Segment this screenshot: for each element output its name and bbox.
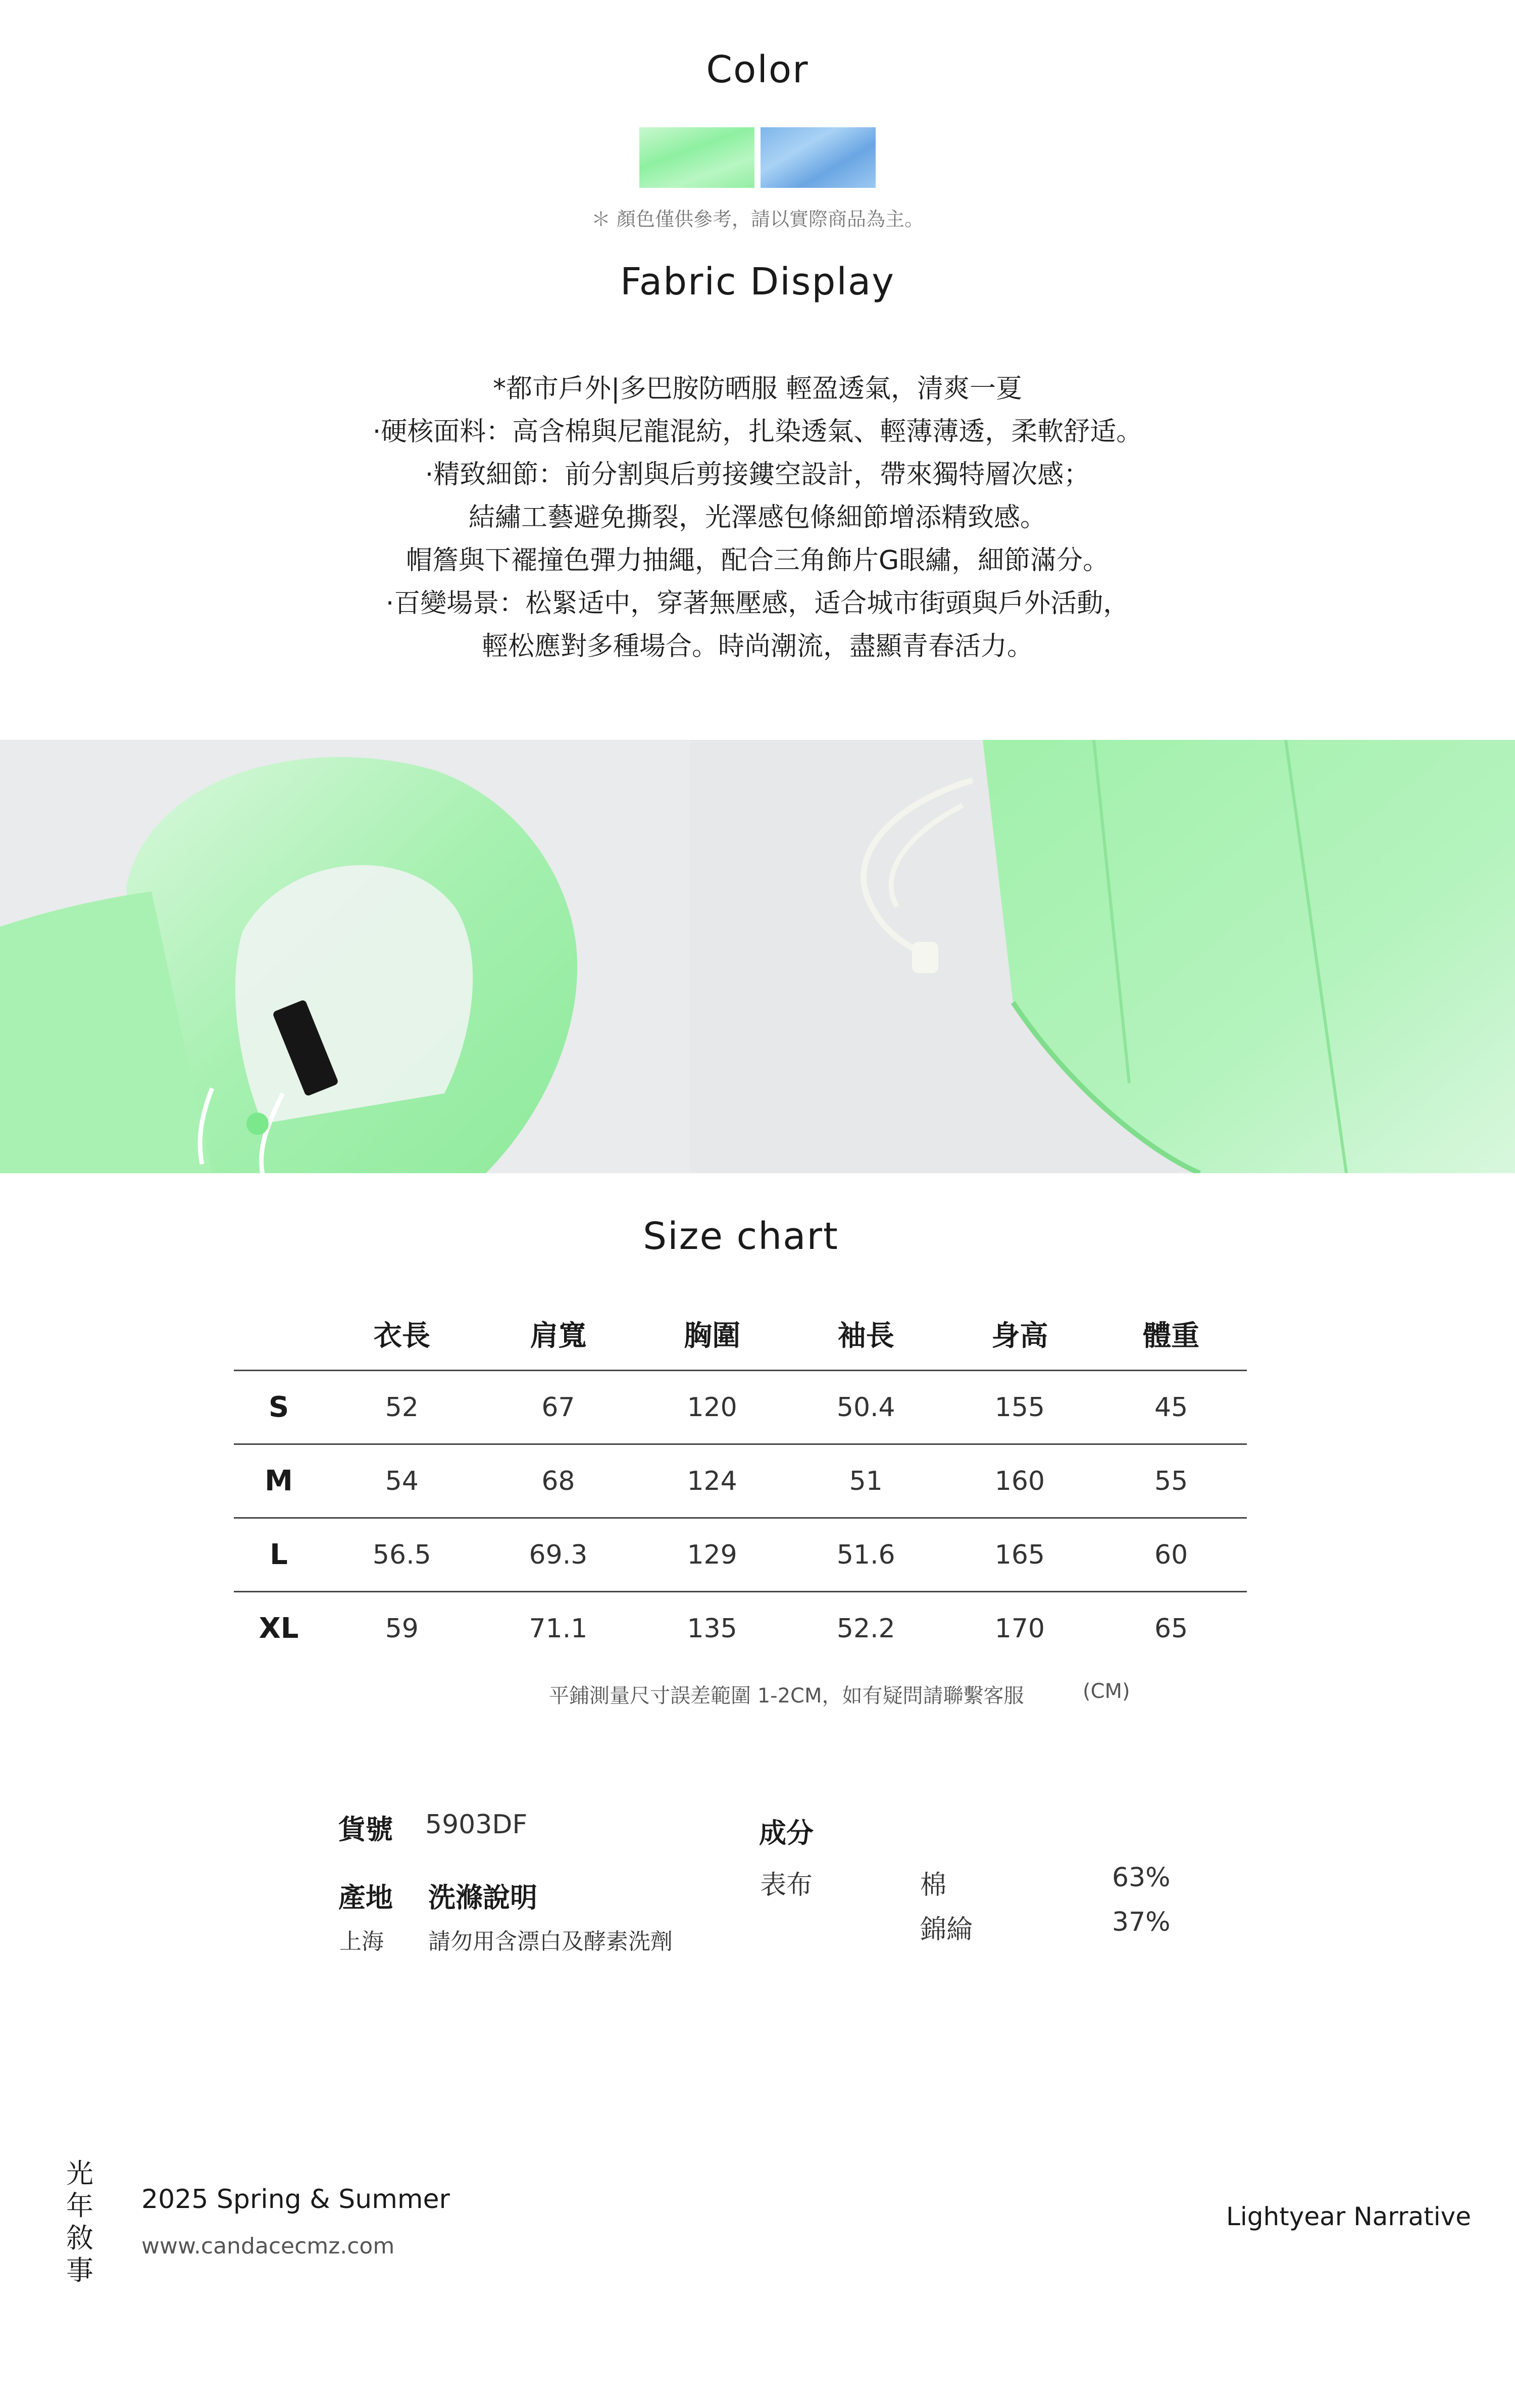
table-cell: 71.1 bbox=[529, 1613, 588, 1644]
fabric-line: ·硬核面料：高含棉與尼龍混紡，扎染透氣、輕薄薄透，柔軟舒适。 bbox=[372, 417, 1143, 447]
hem-detail-photo bbox=[690, 740, 1515, 1173]
fabric-line: 結繡工藝避免撕裂，光澤感包條細節增添精致感。 bbox=[468, 503, 1046, 533]
composition-label: 成分 bbox=[759, 1817, 814, 1849]
table-cell: 65 bbox=[1154, 1613, 1188, 1644]
brand-char: 敘 bbox=[66, 2222, 93, 2254]
table-cell: 135 bbox=[687, 1613, 737, 1644]
fabric-line: 輕松應對多種場合。時尚潮流，盡顯青春活力。 bbox=[481, 631, 1033, 662]
table-cell: 54 bbox=[324, 1444, 480, 1518]
size-label: L bbox=[234, 1518, 324, 1592]
table-cell: 51 bbox=[788, 1444, 944, 1518]
wash-label: 洗滌說明 bbox=[428, 1882, 537, 1914]
table-cell: 69.3 bbox=[480, 1518, 637, 1592]
material-name: 錦綸 bbox=[920, 1915, 973, 1945]
table-cell: 55 bbox=[1095, 1444, 1247, 1518]
table-cell: 155 bbox=[944, 1371, 1096, 1444]
table-cell: 45 bbox=[1095, 1371, 1247, 1444]
item-number-label: 貨號 bbox=[338, 1814, 393, 1845]
table-cell: 165 bbox=[944, 1518, 1096, 1592]
table-cell: 56.5 bbox=[324, 1518, 480, 1592]
fabric-line: *都市戶外|多巴胺防晒服 輕盈透氣，清爽一夏 bbox=[492, 374, 1023, 404]
season-label: 2025 Spring & Summer bbox=[141, 2184, 450, 2215]
size-chart-header-row bbox=[234, 1298, 1247, 1371]
vertical-brand-logo bbox=[65, 2158, 95, 2287]
material-name: 棉 bbox=[920, 1870, 947, 1900]
fabric-line: 帽簷與下襬撞色彈力抽繩，配合三角飾片G眼繡，細節滿分。 bbox=[406, 545, 1109, 576]
fabric-title: Fabric Display bbox=[620, 260, 895, 304]
size-label: S bbox=[234, 1371, 324, 1444]
header-sleeve: 袖長 bbox=[788, 1298, 944, 1371]
table-cell: 52 bbox=[324, 1371, 480, 1444]
header-weight: 體重 bbox=[1095, 1298, 1247, 1371]
table-cell: 170 bbox=[994, 1613, 1045, 1644]
color-title: Color bbox=[706, 48, 809, 91]
item-number: 5903DF bbox=[425, 1810, 528, 1840]
header-shoulder: 肩寬 bbox=[480, 1298, 637, 1371]
website-link[interactable]: www.candacecmz.com bbox=[141, 2233, 395, 2259]
size-header-empty bbox=[234, 1298, 324, 1371]
unit-label: (CM) bbox=[1083, 1680, 1130, 1703]
table-row bbox=[234, 1444, 1247, 1518]
table-cell: 120 bbox=[636, 1371, 788, 1444]
header-height: 身高 bbox=[944, 1298, 1096, 1371]
wash-instructions: 請勿用含漂白及酵素洗劑 bbox=[428, 1929, 673, 1954]
table-row bbox=[234, 1518, 1247, 1592]
measurement-note: 平鋪測量尺寸誤差範圍 1-2CM，如有疑問請聯繫客服 bbox=[549, 1684, 1024, 1708]
table-cell: 52.2 bbox=[836, 1613, 895, 1644]
table-cell: 160 bbox=[944, 1444, 1096, 1518]
size-chart-title: Size chart bbox=[643, 1215, 839, 1258]
size-label: XL bbox=[259, 1612, 299, 1645]
table-cell: 124 bbox=[636, 1444, 788, 1518]
table-cell: 59 bbox=[385, 1613, 419, 1644]
brand-char: 年 bbox=[66, 2190, 93, 2222]
fabric-line: ·精致細節：前分割與后剪接鏤空設計，帶來獨特層次感； bbox=[425, 460, 1090, 490]
size-chart-table bbox=[234, 1298, 1247, 1665]
table-row bbox=[234, 1371, 1247, 1444]
brand-char: 光 bbox=[66, 2158, 93, 2189]
table-cell: 50.4 bbox=[788, 1371, 944, 1444]
brand-name: Lightyear Narrative bbox=[1226, 2202, 1471, 2231]
table-cell: 68 bbox=[480, 1444, 637, 1518]
table-cell: 51.6 bbox=[788, 1518, 944, 1592]
origin-value: 上海 bbox=[339, 1929, 384, 1954]
table-cell: 129 bbox=[636, 1518, 788, 1592]
material-percent: 63% bbox=[1112, 1863, 1171, 1893]
table-cell: 67 bbox=[480, 1371, 637, 1444]
fabric-description bbox=[0, 368, 1515, 668]
brand-char: 事 bbox=[66, 2254, 93, 2286]
hood-detail-photo bbox=[0, 740, 690, 1173]
color-swatch-blue[interactable] bbox=[761, 127, 876, 188]
header-length: 衣長 bbox=[324, 1298, 480, 1371]
fabric-line: ·百變場景：松緊适中，穿著無壓感，适合城市街頭與戶外活動， bbox=[385, 588, 1130, 619]
table-row bbox=[234, 1592, 1247, 1665]
header-chest: 胸圍 bbox=[636, 1298, 788, 1371]
table-cell: 60 bbox=[1095, 1518, 1247, 1592]
material-percent: 37% bbox=[1112, 1907, 1171, 1937]
color-note: ＊ 顏色僅供參考，請以實際商品為主。 bbox=[591, 208, 924, 230]
fabric-part: 表布 bbox=[760, 1870, 813, 1900]
color-swatch-green[interactable] bbox=[639, 127, 754, 188]
size-label: M bbox=[234, 1444, 324, 1518]
origin-label: 產地 bbox=[338, 1882, 393, 1914]
